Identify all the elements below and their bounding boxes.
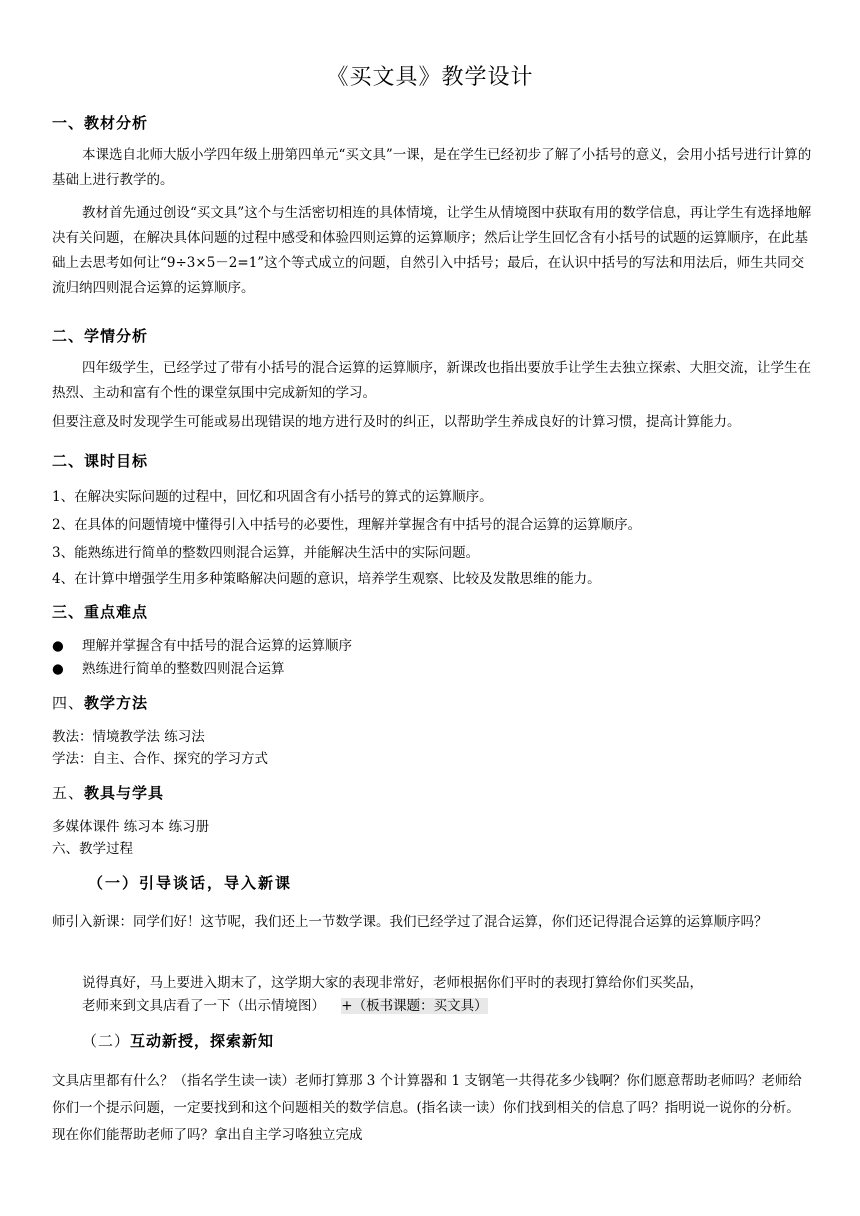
objective-item: 3、能熟练进行简单的整数四则混合运算，并能解决生活中的实际问题。 [52, 545, 480, 561]
section-heading-process: 六、教学过程 [52, 841, 133, 857]
teaching-method-line: 教法：情境教学法 练习法 [52, 729, 205, 745]
paragraph-new-knowledge: 文具店里都有什么？（指名学生读一读）老师打算那 3 个计算器和 1 支钢笔一共得花多少钱啊？你们愿意帮助老师吗？老师给你们一个提示问题，一定要找到和这个问题相关的数学信息。(指名读一读）你们找到相关的信息了吗？指明说一说你的分析。现在你们能帮助老师了吗？拿出自主学习咯独立完成 [52, 1073, 802, 1143]
paragraph-intro-continued: 说得真好，马上要进入期末了，这学期大家的表现非常好，老师根据你们平时的表现打算给你们买奖品， [82, 975, 703, 991]
paragraph-students-1: 四年级学生，已经学过了带有小括号的混合运算的运算顺序，新课改也指出要放手让学生去独立探索、大胆交流，让学生在热烈、主动和富有个性的课堂氛围中完成新知的学习。 [52, 360, 811, 401]
section-heading-students: 二、学情分析 [52, 327, 149, 345]
section-heading-text: 教具与学具 [84, 784, 165, 802]
bullet-dot-icon: ● [52, 638, 64, 654]
subsection-heading-intro: （一）引导谈话，导入新课 [88, 874, 293, 892]
paragraph-intro-continued-2 [82, 994, 488, 1014]
objective-item: 4、在计算中增强学生用多种策略解决问题的意识，培养学生观察、比较及发散思维的能力。 [52, 571, 601, 587]
section-number: 五、 [52, 784, 85, 802]
bullet-item [52, 634, 352, 654]
bullet-dot-icon: ● [52, 661, 64, 677]
section-heading-materials: 一、教材分析 [52, 114, 149, 132]
objective-item: 2、在具体的问题情境中懂得引入中括号的必要性，理解并掌握含有中括号的混合运算的运算顺序。 [52, 517, 642, 533]
paragraph-text: 老师来到文具店看了一下（出示情境图） [82, 998, 325, 1014]
objective-item: 1、在解决实际问题的过程中，回忆和巩固含有小括号的算式的运算顺序。 [52, 489, 493, 505]
tools-line: 多媒体课件 练习本 练习册 [52, 819, 210, 835]
section-number: 四、 [52, 694, 85, 712]
bullet-item [52, 657, 285, 677]
page-title: 《买文具》教学设计 [326, 65, 534, 90]
section-heading-key-points: 三、重点难点 [52, 603, 149, 621]
bullet-text: 熟练进行简单的整数四则混合运算 [82, 661, 285, 677]
section-heading-objectives: 二、课时目标 [52, 452, 149, 470]
section-heading-methods [52, 692, 148, 713]
paragraph-intro: 师引入新课：同学们好！这节呢，我们还上一节数学课。我们已经学过了混合运算，你们还记得混合运算的运算顺序吗？ [52, 914, 768, 930]
bullet-text: 理解并掌握含有中括号的混合运算的运算顺序 [82, 638, 352, 654]
learning-method-line: 学法：自主、合作、探究的学习方式 [52, 751, 268, 767]
section-heading-text: 教学方法 [84, 694, 149, 712]
paragraph-materials-2: 教材首先通过创设“买文具”这个与生活密切相连的具体情境，让学生从情境图中获取有用的数学信息，再让学生有选择地解决有关问题，在解决具体问题的过程中感受和体验四则运算的运算顺序；然后让学生回忆含有小括号的试题的运算顺序，在此基础上去思考如何让“9÷3×5－2=1”这个等式成立的问题，自然引入中括号；最后，在认识中括号的写法和用法后，师生共同交流归纳四则混合运算的运算顺序。 [52, 205, 812, 296]
subsection-heading-text: 互动新授，探索新知 [130, 1032, 275, 1050]
paragraph-materials-1: 本课选自北师大版小学四年级上册第四单元“买文具”一课，是在学生已经初步了解了小括号的意义，会用小括号进行计算的基础上进行教学的。 [52, 147, 812, 188]
section-heading-tools [52, 782, 164, 803]
board-title-highlight: +（板书课题：买文具） [341, 998, 488, 1014]
subsection-heading-new-knowledge [82, 1030, 274, 1051]
paragraph-students-2: 但要注意及时发现学生可能或易出现错误的地方进行及时的纠正，以帮助学生养成良好的计算习惯，提高计算能力。 [52, 414, 741, 430]
subsection-number: （二） [82, 1032, 131, 1050]
